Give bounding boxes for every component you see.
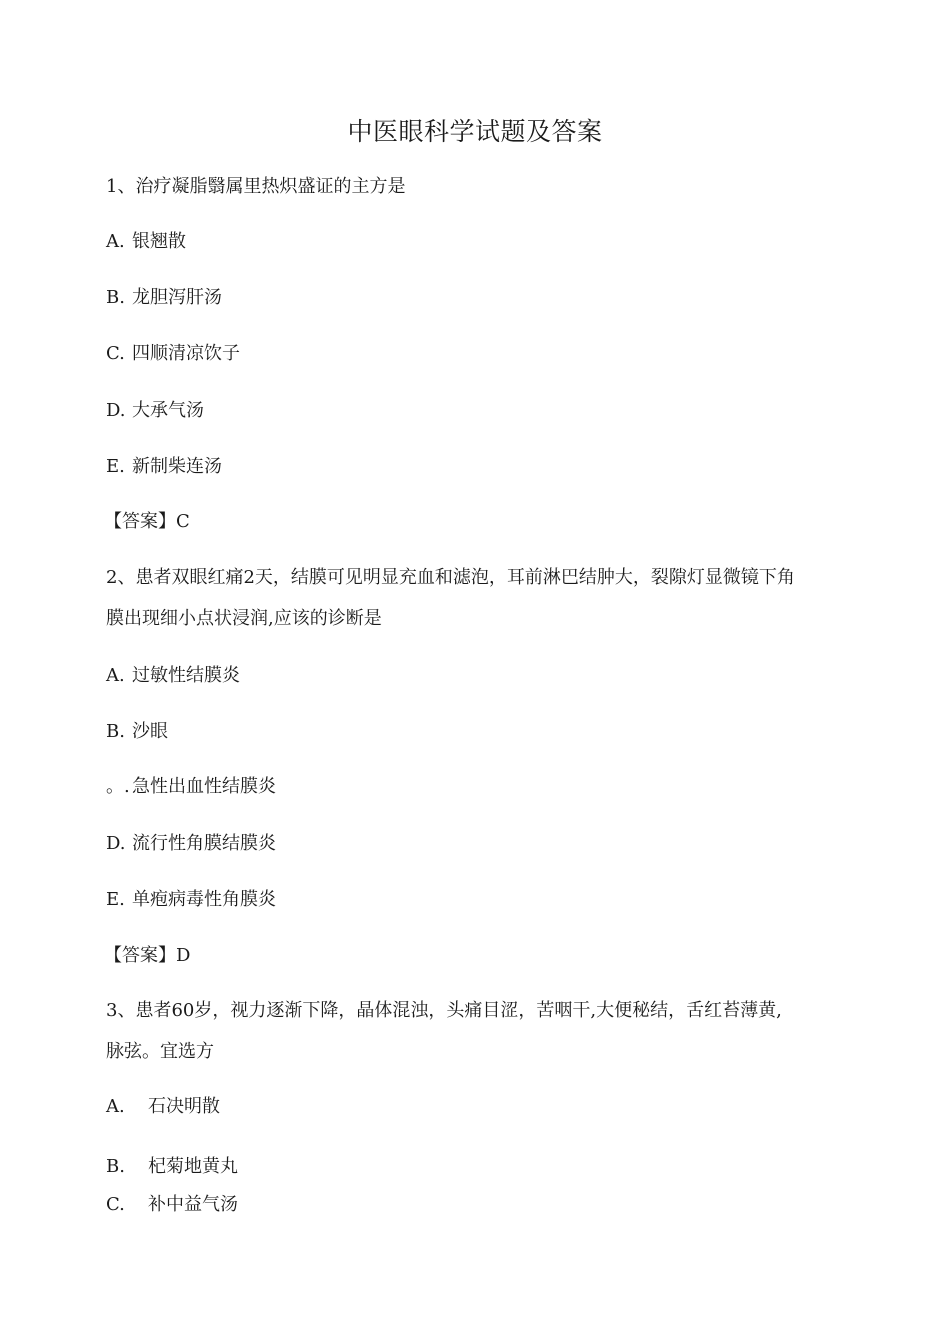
- option-text: 流行性角膜结膜炎: [132, 833, 276, 854]
- question-1-option-b: [106, 284, 846, 312]
- question-2-option-c: [106, 773, 846, 801]
- option-text: 大承气汤: [132, 400, 204, 421]
- question-2-option-d: [106, 830, 846, 858]
- question-2-stem-line-1: 2、患者双眼红痛2天，结膜可见明显充血和滤泡，耳前淋巴结肿大，裂隙灯显微镜下角: [106, 567, 795, 588]
- option-text: 过敏性结膜炎: [132, 665, 240, 686]
- option-text: 新制柴连汤: [132, 456, 222, 477]
- option-label: E.: [106, 889, 125, 910]
- question-1-option-d: [106, 397, 846, 425]
- question-2-option-b: [106, 718, 846, 746]
- option-text: 龙胆泻肝汤: [132, 287, 222, 308]
- option-text: 单疱病毒性角膜炎: [132, 889, 276, 910]
- option-label: D.: [106, 833, 126, 854]
- option-text: 补中益气汤: [148, 1194, 238, 1215]
- question-2-option-e: [106, 886, 846, 914]
- question-1-option-c: [106, 340, 846, 368]
- option-text: 银翘散: [132, 231, 186, 252]
- question-3-stem-line-2: 脉弦。宜选方: [106, 1041, 214, 1062]
- option-label: E.: [106, 456, 125, 477]
- option-text: 四顺清凉饮子: [132, 343, 240, 364]
- option-label: A.: [106, 1096, 125, 1117]
- question-3-option-c: [106, 1191, 846, 1219]
- option-label: A.: [106, 231, 125, 252]
- option-label: B.: [106, 287, 125, 308]
- question-1-option-a: [106, 228, 846, 256]
- option-label: C.: [106, 1194, 125, 1215]
- question-2-option-a: [106, 662, 846, 690]
- option-label: B.: [106, 1156, 125, 1177]
- option-text: 沙眼: [132, 721, 168, 742]
- question-1-answer: 【答案】C: [104, 511, 190, 532]
- option-text: 急性出血性结膜炎: [132, 776, 276, 797]
- question-3-option-a: [106, 1093, 846, 1121]
- option-text: 杞菊地黄丸: [148, 1156, 238, 1177]
- question-3-stem-line-1: 3、患者60岁，视力逐渐下降，晶体混浊，头痛目涩，苦咽干,大便秘结，舌红苔薄黄,: [106, 1000, 782, 1021]
- option-label: A.: [106, 665, 125, 686]
- question-1-stem: 1、治疗凝脂翳属里热炽盛证的主方是: [106, 176, 406, 197]
- question-2-answer: 【答案】D: [104, 945, 191, 966]
- question-2-stem-line-2: 膜出现细小点状浸润,应该的诊断是: [106, 608, 382, 629]
- option-label: C.: [106, 343, 125, 364]
- option-label: 。.: [106, 776, 130, 797]
- option-label: D.: [106, 400, 126, 421]
- option-text: 石决明散: [148, 1096, 220, 1117]
- option-label: B.: [106, 721, 125, 742]
- question-3-option-b: [106, 1153, 846, 1181]
- question-1-option-e: [106, 453, 846, 481]
- document-title: 中医眼科学试题及答案: [347, 117, 603, 146]
